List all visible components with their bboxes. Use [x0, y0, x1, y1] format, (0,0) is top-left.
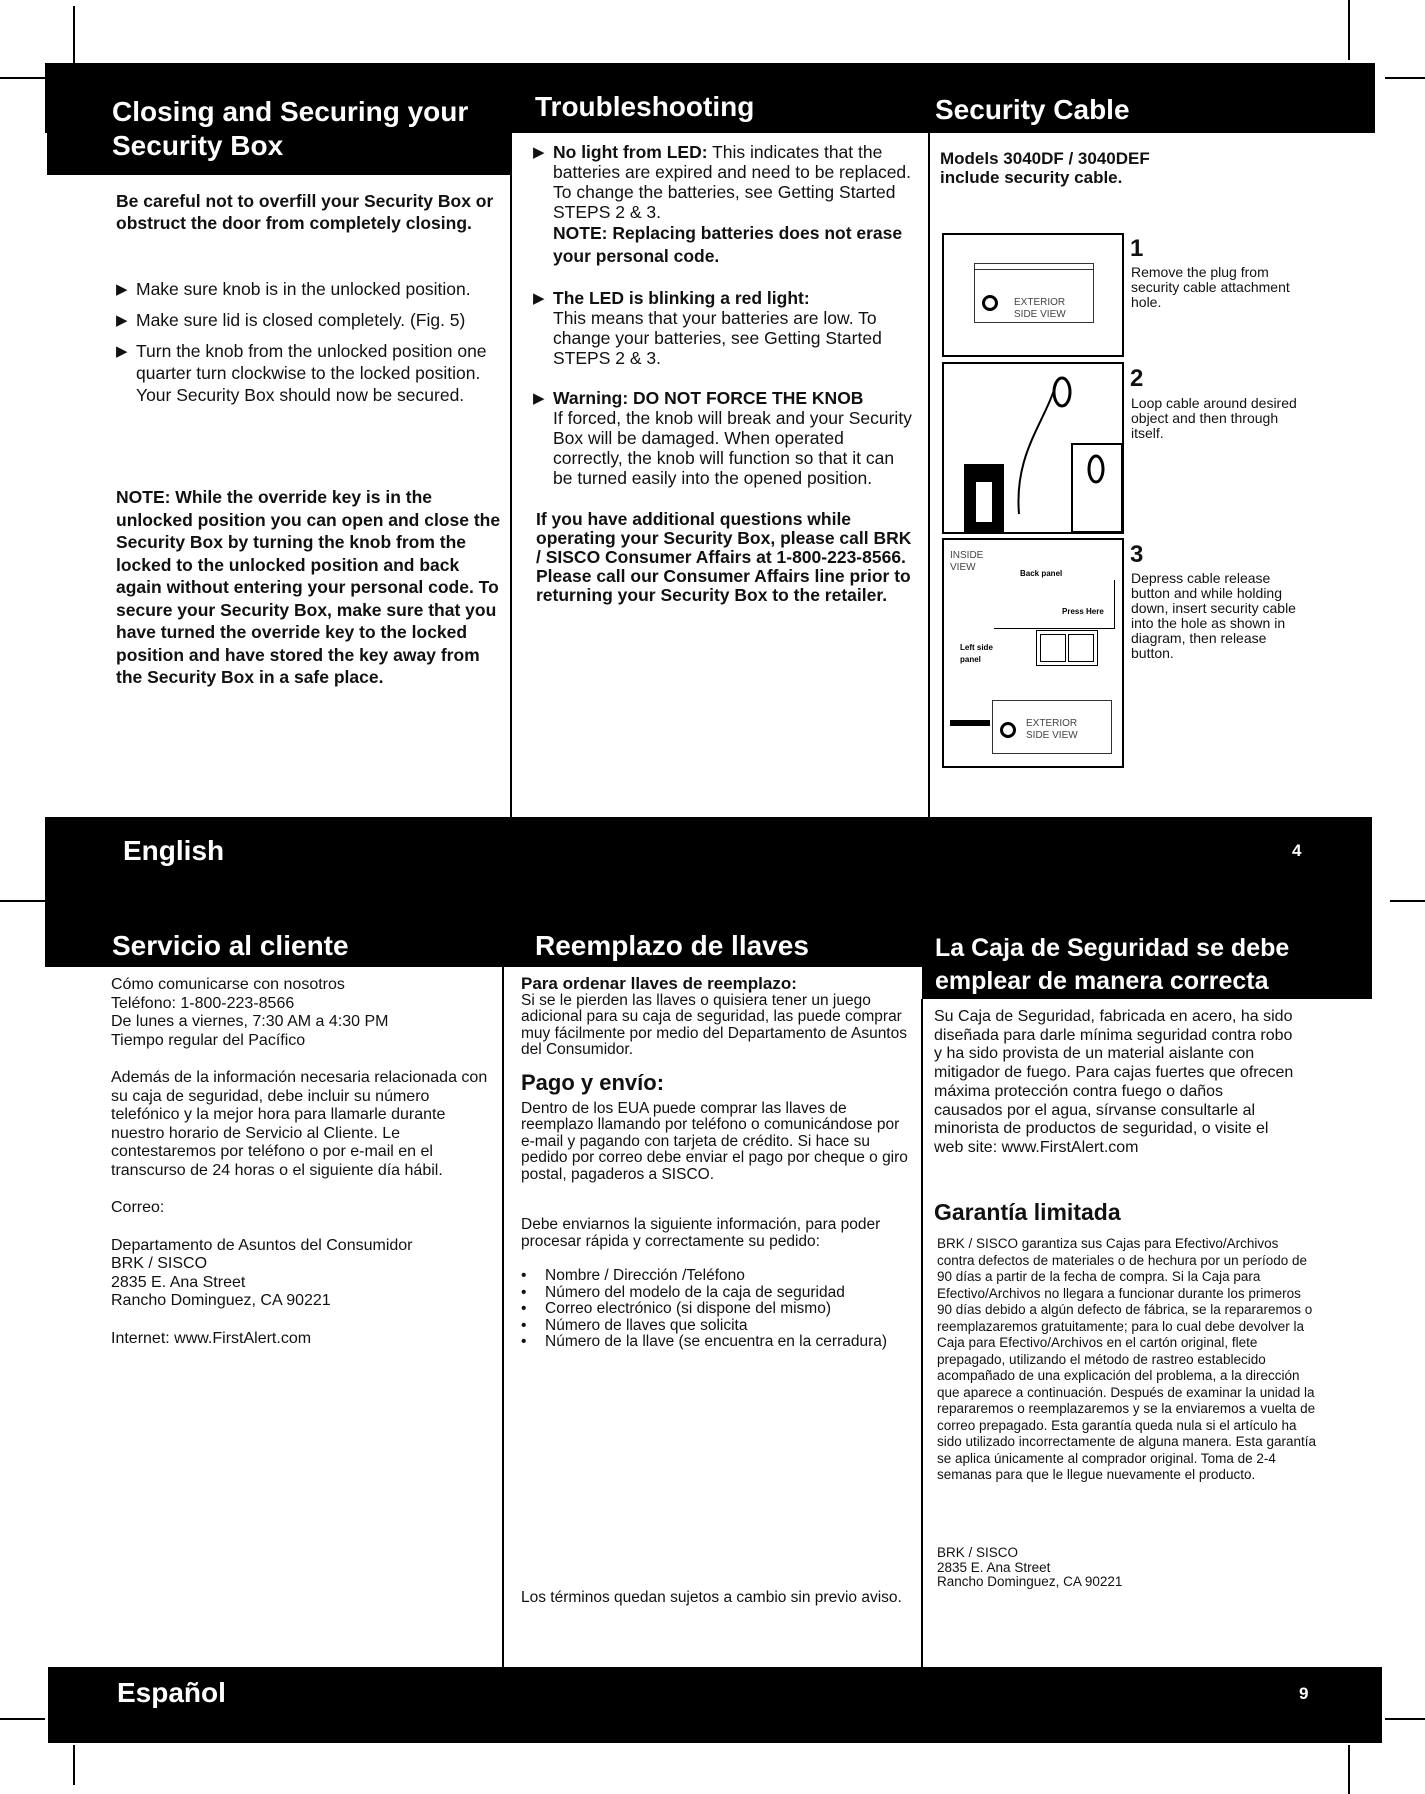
footer-page-number: 4	[1292, 841, 1302, 860]
column-divider	[928, 133, 930, 818]
contact-lines: Cómo comunicarse con nosotros Teléfono: 1-800-223-8566 De lunes a viernes, 7:30 AM a 4:30 PM Tiempo regular del Pacífico	[111, 976, 389, 1049]
info-intro: Debe enviarnos la siguiente información, para poder procesar rápida y correctamente su pedido:	[521, 1216, 881, 1250]
cable-loop-drawing	[944, 364, 1122, 532]
button-right-icon	[1068, 634, 1094, 662]
troubleshooting-list	[533, 142, 913, 605]
bullet-icon: ▶	[116, 312, 128, 329]
troubleshooting-title: Troubleshooting	[535, 91, 755, 122]
caja-body: Su Caja de Seguridad, fabricada en acero, ha sido diseñada para darle mínima seguridad contra robo y ha sido provista de un material aislante con mitigador de fuego. Para cajas fuertes que ofrecen máxima protección contra fuego o daños causados por el agua, sírvanse consultarle al minorista de productos de seguridad, o visite el web site: www.FirstAlert.com	[934, 1008, 1294, 1156]
step-1-text: Remove the plug from security cable attachment hole.	[1131, 264, 1290, 310]
bullet-icon: ▶	[533, 290, 545, 307]
bullet-icon: ▶	[533, 390, 545, 407]
pay-heading: Pago y envío:	[521, 1069, 665, 1095]
panel-outline	[994, 580, 1115, 629]
crop-mark	[1348, 1745, 1350, 1794]
caja-title: La Caja de Seguridad se debe emplear de manera correcta	[935, 934, 1290, 995]
correo-label: Correo:	[111, 1199, 165, 1216]
closing-title: Closing and Securing your Security Box	[112, 96, 469, 161]
trouble-item-warning: ▶ Warning: DO NOT FORCE THE KNOB If forced, the knob will break and your Security Box will be damaged. When operated correctly, the knob will function so that it can be turned easily into the opened position.	[533, 388, 912, 488]
figure-3-inside	[942, 538, 1124, 768]
footer-language: English	[123, 835, 225, 866]
info-item: • Número de llaves que solicita	[521, 1318, 911, 1335]
bottom-footer-bar	[48, 1667, 1382, 1743]
crop-mark	[1348, 0, 1350, 60]
button-left-icon	[1040, 634, 1066, 662]
trouble-contact: If you have additional questions while operating your Security Box, please call BRK / SISCO Consumer Affairs at 1-800-223-8566. Please call our Consumer Affairs line prior to returning your Security Box to the retailer.	[536, 509, 912, 605]
warranty-heading: Garantía limitada	[934, 1199, 1121, 1225]
lid-outline	[974, 263, 1094, 270]
servicio-title: Servicio al cliente	[112, 930, 349, 961]
step-1-number: 1	[1130, 235, 1144, 262]
pay-body: Dentro de los EUA puede comprar las llaves de reemplazo llamando por teléfono o comunicándose por e-mail y pagando con tarjeta de crédito. Si hace su pedido por correo debe enviar el pago por cheque o giro postal, pagaderos a SISCO.	[521, 1099, 908, 1183]
warranty-body: BRK / SISCO garantiza sus Cajas para Efectivo/Archivos contra defectos de materiales o de hechura por un período de 90 días a partir de la fecha de compra. Si la Caja para Efectivo/Archivos no llegara a funcionar durante los primeros 90 días debido a algún defecto de fábrica, se la repararemos o reemplazaremos gratuitamente; para lo cual debe devolver la Caja para Efectivo/Archivos en el cartón original, flete prepagado, utilizando el método de rastreo establecido acompañado de una explicación del problema, a la dirección que aparece a continuación. Después de examinar la unidad la repararemos o reemplazaremos y se la enviaremos a vuelta de correo prepagado. Esta garantía queda nula si el artículo ha sido utilizado incorrectamente de alguna manera. Esta garantía se aplica únicamente al comprador original. Toma de 2-4 semanas para que le llegue nuevamente el producto.	[937, 1236, 1316, 1482]
left-side-panel-label: Left side panel	[960, 643, 993, 664]
exterior-side-view-label: EXTERIOR SIDE VIEW	[1026, 718, 1078, 741]
warranty-address: BRK / SISCO 2835 E. Ana Street Rancho Dominguez, CA 90221	[937, 1545, 1123, 1589]
press-here-label: Press Here	[1062, 607, 1104, 616]
info-item: • Nombre / Dirección /Teléfono	[521, 1268, 911, 1285]
security-cable-title: Security Cable	[935, 94, 1130, 125]
servicio-paragraph: Además de la información necesaria relacionada con su caja de seguridad, debe incluir su número telefónico y la mejor hora para llamarle durante nuestro horario de Servicio al Cliente. Le contestaremos por teléfono o por e-mail en el transcurso de 24 horas o el siguiente día hábil.	[111, 1069, 488, 1179]
trouble-item-blinking: ▶ The LED is blinking a red light: This means that your batteries are low. To change your batteries, see Getting Started STEPS 2 & 3.	[533, 288, 882, 368]
step-2-text: Loop cable around desired object and then through itself.	[1131, 395, 1297, 441]
figure-1-label: EXTERIOR SIDE VIEW	[1014, 297, 1066, 320]
cable-hole-icon	[1000, 722, 1016, 738]
step-3-text: Depress cable release button and while holding down, insert security cable into the hole as shown in diagram, then release button.	[1131, 570, 1296, 661]
footer-page-number: 9	[1299, 1684, 1309, 1703]
override-note: NOTE: While the override key is in the unlocked position you can open and close the Security Box by turning the knob from the locked to the unlocked position and back again without entering your personal code. To secure your Security Box, make sure that you have turned the override key to the locked position and have stored the key away from the Security Box in a safe place.	[116, 487, 501, 687]
crop-mark	[0, 900, 45, 902]
bullet-icon: ▶	[116, 281, 128, 298]
info-item: • Número del modelo de la caja de seguridad	[521, 1285, 911, 1302]
hole-icon	[982, 295, 998, 311]
reemplazo-title: Reemplazo de llaves	[535, 930, 809, 961]
order-body: Si se le pierden las llaves o quisiera tener un juego adicional para su caja de seguridad, las puede comprar muy fácilmente por medio del Departamento de Asuntos del Consumidor.	[521, 991, 907, 1058]
bullet-icon: ▶	[533, 144, 545, 161]
bullet-icon: ▶	[116, 343, 128, 360]
back-panel-label: Back panel	[1020, 569, 1063, 578]
column-divider	[921, 999, 923, 1667]
closing-intro: Be careful not to overfill your Security Box or obstruct the door from completely closing.	[116, 191, 494, 233]
crop-mark	[1390, 900, 1425, 902]
order-heading: Para ordenar llaves de reemplazo:	[521, 974, 797, 993]
info-list	[521, 1268, 911, 1351]
closing-bullet-2: ▶ Make sure lid is closed completely. (Fig. 5)	[116, 310, 466, 330]
step-2-number: 2	[1130, 365, 1144, 392]
cable-plug	[950, 720, 990, 726]
crop-mark	[0, 77, 45, 79]
crop-mark	[1385, 1718, 1425, 1720]
crop-mark	[1385, 77, 1425, 79]
crop-mark	[0, 1718, 45, 1720]
internet-link[interactable]: Internet: www.FirstAlert.com	[111, 1329, 312, 1347]
inside-view-label: INSIDE VIEW	[950, 550, 984, 573]
reemplazo-content	[521, 976, 911, 1351]
closing-bullets	[116, 278, 506, 406]
figure-1-exterior	[942, 233, 1124, 357]
footer-language: Español	[117, 1677, 226, 1708]
servicio-content	[111, 976, 491, 1348]
terms-note: Los términos quedan sujetos a cambio sin previo aviso.	[521, 1589, 902, 1606]
closing-bullet-1: ▶ Make sure knob is in the unlocked position.	[116, 279, 471, 299]
column-divider	[510, 133, 512, 818]
crop-mark	[73, 6, 75, 66]
step-3-number: 3	[1130, 541, 1144, 568]
figure-2-loop	[942, 362, 1124, 534]
crop-mark	[73, 1745, 75, 1785]
closing-bullet-3: ▶ Turn the knob from the unlocked position one quarter turn clockwise to the locked position. Your Security Box should now be secured.	[116, 341, 487, 405]
trouble-item-no-light: ▶ No light from LED: This indicates that the batteries are expired and need to be replaced. To change the batteries, see Getting Started STEPS 2 & 3. NOTE: Replacing batteries does not erase your personal code.	[533, 142, 912, 266]
cable-models: Models 3040DF / 3040DEF include security cable.	[940, 149, 1150, 187]
mail-address: Departamento de Asuntos del Consumidor BRK / SISCO 2835 E. Ana Street Rancho Dominguez, CA 90221	[111, 1236, 413, 1309]
info-item: • Número de la llave (se encuentra en la cerradura)	[521, 1334, 911, 1351]
column-divider	[502, 967, 504, 1667]
top-footer-bar	[45, 817, 1372, 913]
info-item: • Correo electrónico (si dispone del mismo)	[521, 1301, 911, 1318]
